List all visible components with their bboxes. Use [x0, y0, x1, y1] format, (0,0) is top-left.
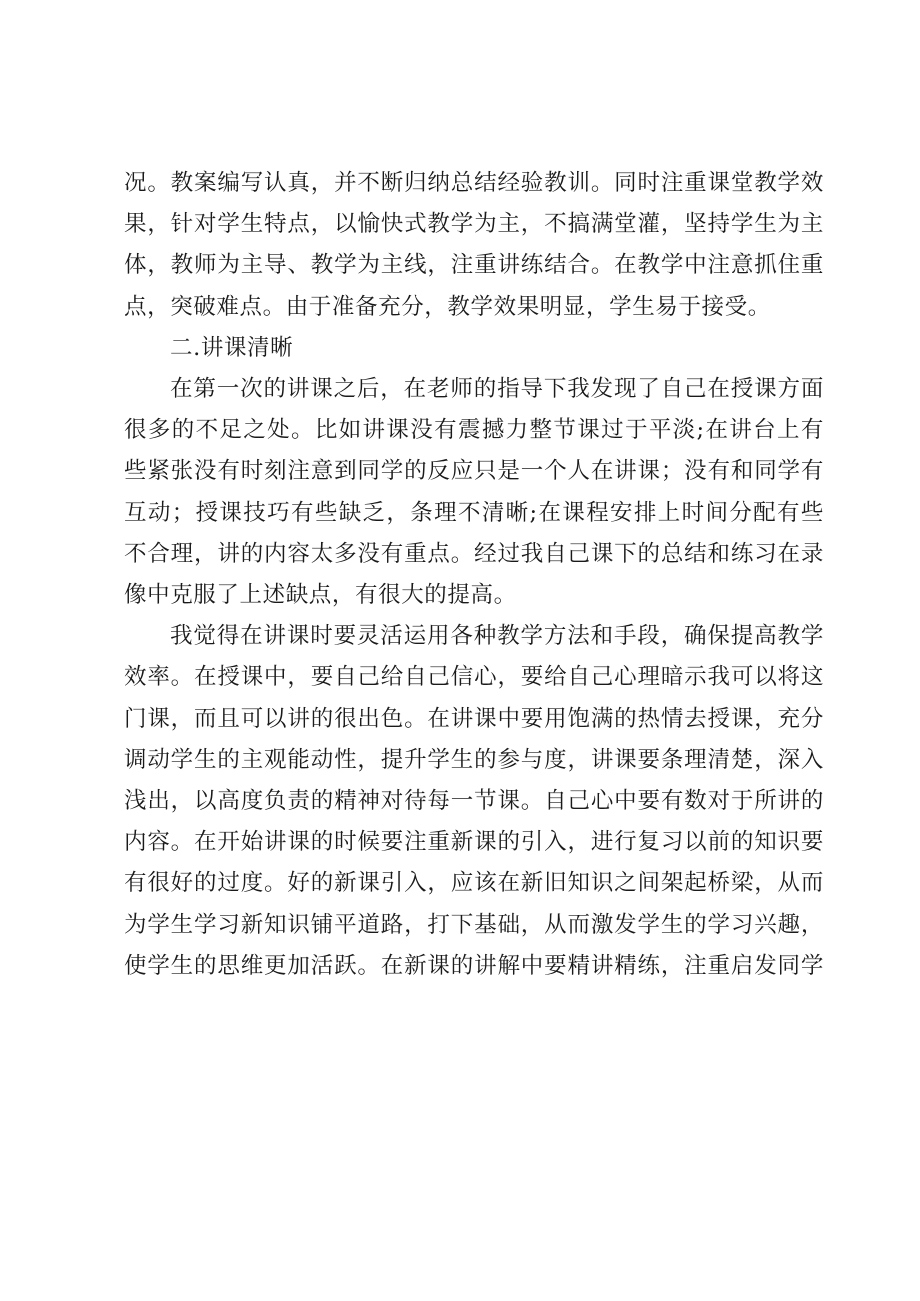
- text-line: 有很好的过度。好的新课引入，应该在新旧知识之间架起桥梁，从而: [124, 870, 824, 897]
- text-line: 果，针对学生特点，以愉快式教学为主，不搞满堂灌，坚持学生为主: [124, 211, 824, 238]
- paragraph-continuation: [124, 163, 824, 328]
- text-line: 调动学生的主观能动性，提升学生的参与度，讲课要条理清楚，深入: [124, 746, 824, 773]
- paragraph-first-lecture: [124, 369, 824, 616]
- paragraph-teaching-methods: [124, 616, 824, 987]
- text-line: 为学生学习新知识铺平道路，打下基础，从而激发学生的学习兴趣，: [124, 911, 824, 938]
- text-line: 浅出，以高度负责的精神对待每一节课。自己心中要有数对于所讲的: [124, 788, 824, 815]
- text-line: 我觉得在讲课时要灵活运用各种教学方法和手段，确保提高教学: [170, 623, 824, 650]
- text-line: 况。教案编写认真，并不断归纳总结经验教训。同时注重课堂教学效: [124, 170, 824, 196]
- text-line: 门课，而且可以讲的很出色。在讲课中要用饱满的热情去授课，充分: [124, 705, 824, 732]
- text-line: 些紧张没有时刻注意到同学的反应只是一个人在讲课；没有和同学有: [124, 458, 824, 485]
- text-line: 不合理，讲的内容太多没有重点。经过我自己课下的总结和练习在录: [124, 540, 824, 567]
- text-line: 互动；授课技巧有些缺乏，条理不清晰;在课程安排上时间分配有些: [124, 499, 824, 526]
- text-line: 很多的不足之处。比如讲课没有震撼力整节课过于平淡;在讲台上有: [124, 417, 824, 444]
- text-line: 体，教师为主导、教学为主线，注重讲练结合。在教学中注意抓住重: [124, 252, 824, 279]
- document-body: [124, 163, 824, 987]
- text-line: 效率。在授课中，要自己给自己信心，要给自己心理暗示我可以将这: [124, 664, 824, 691]
- section-heading: 二.讲课清晰: [170, 334, 294, 361]
- text-line: 像中克服了上述缺点，有很大的提高。: [124, 582, 517, 609]
- text-line: 内容。在开始讲课的时候要注重新课的引入，进行复习以前的知识要: [124, 829, 824, 856]
- text-line: 点，突破难点。由于准备充分，教学效果明显，学生易于接受。: [124, 293, 771, 320]
- text-line: 使学生的思维更加活跃。在新课的讲解中要精讲精练，注重启发同学: [124, 952, 824, 979]
- text-line: 在第一次的讲课之后，在老师的指导下我发现了自己在授课方面: [170, 376, 824, 403]
